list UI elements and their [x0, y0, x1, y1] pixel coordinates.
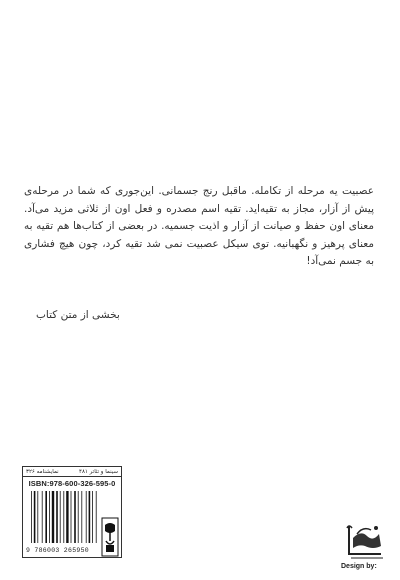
designer-logo-icon [343, 516, 387, 562]
isbn-text: ISBN:978-600-326-595-0 [28, 479, 116, 488]
barcode-bars [31, 491, 99, 545]
excerpt-paragraph: عصبیت یه مرحله از تکامله. ماقبل رنج جسمانی. این‌جوری که شما در مرحله‌ی پیش از آزار، مجاز به تقیه‌اید. تقیه اسم مصدره و فعل اون از ثلاثی مزید می‌آد. معنای اون حفظ و صیانت از آزار و اذیت جسمیه. در بعضی از کتاب‌ها هم تقیه به معنای پرهیز و نگهبانیه. توی سیکل عصبیت نمی شد تقیه کرد، چون هیچ فشاری به جسم نمی‌آد! [24, 185, 374, 267]
design-by-label: Design by: [341, 563, 377, 570]
isbn-barcode-box [22, 466, 122, 558]
publisher-logo-icon [101, 517, 119, 557]
barcode [26, 491, 118, 554]
excerpt-source-label: بخشی از متن کتاب [36, 309, 120, 321]
play-number-label: نمایشنامه ۳۲۶ [26, 469, 59, 475]
barcode-number: 9 786003 265950 [26, 547, 90, 554]
series-label: سینما و تئاتر ۴۸۱ [79, 469, 118, 475]
series-info-row [23, 467, 121, 477]
